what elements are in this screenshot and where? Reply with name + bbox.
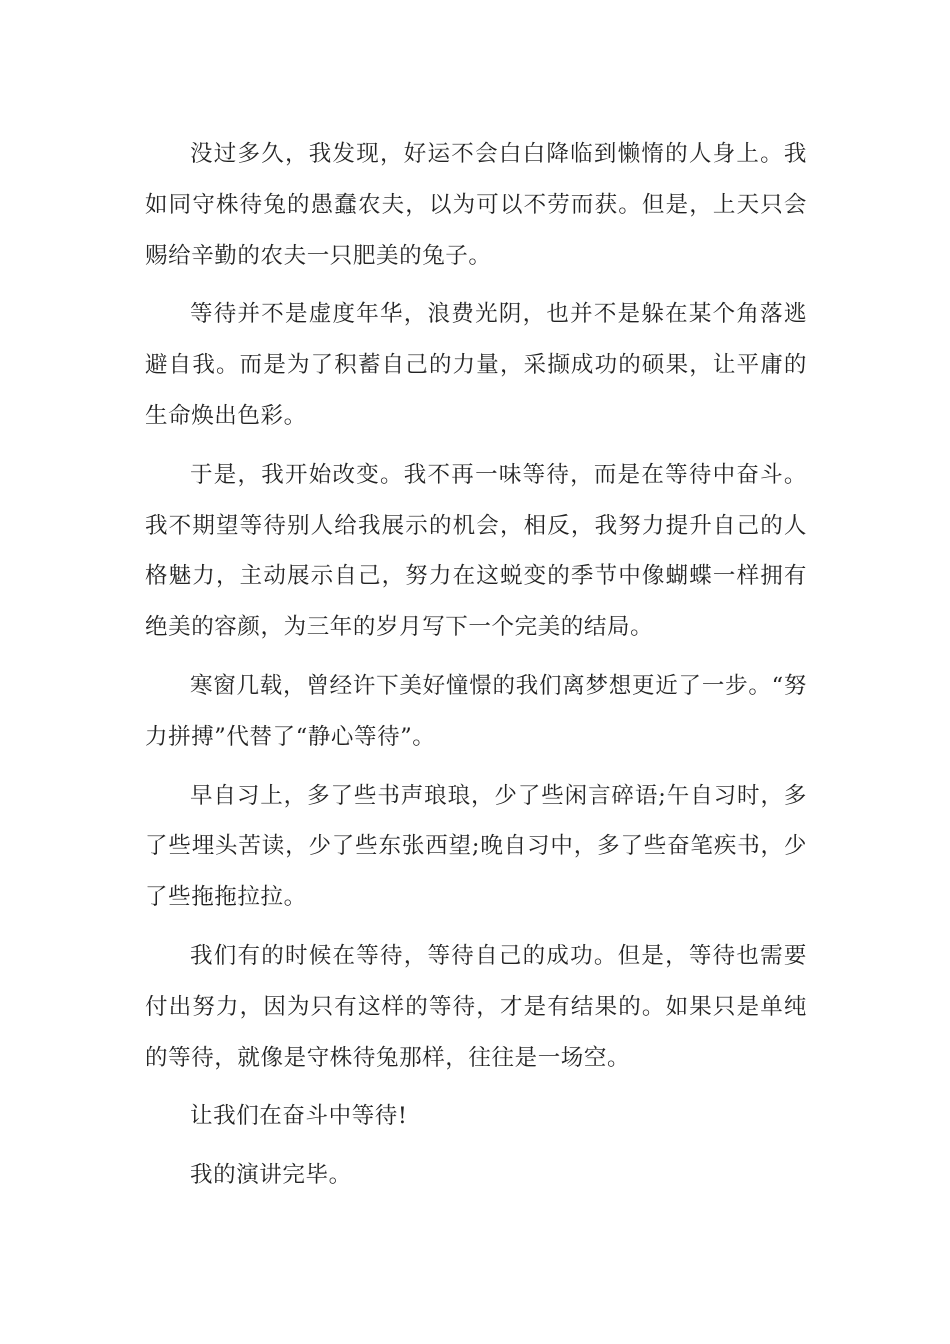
paragraph: 没过多久，我发现，好运不会白白降临到懒惰的人身上。我如同守株待兔的愚蠢农夫，以为可以不劳而获。但是，上天只会赐给辛勤的农夫一只肥美的兔子。 xyxy=(145,141,807,269)
paragraph: 于是，我开始改变。我不再一味等待，而是在等待中奋斗。我不期望等待别人给我展示的机会，相反，我努力提升自己的人格魅力，主动展示自己，努力在这蜕变的季节中像蝴蝶一样拥有绝美的容颜，为三年的岁月写下一个完美的结局。 xyxy=(145,461,807,641)
paragraph: 我的演讲完毕。 xyxy=(190,1162,352,1189)
paragraph: 早自习上，多了些书声琅琅，少了些闲言碎语;午自习时，多了些埋头苦读，少了些东张西望;晚自习中，多了些奋笔疾书，少了些拖拖拉拉。 xyxy=(145,782,807,911)
paragraph: 寒窗几载，曾经许下美好憧憬的我们离梦想更近了一步。“努力拼搏”代替了“静心等待”。 xyxy=(145,672,807,750)
document-body xyxy=(145,129,807,1209)
paragraph: 等待并不是虚度年华，浪费光阴，也并不是躲在某个角落逃避自我。而是为了积蓄自己的力量，采撷成功的硕果，让平庸的生命焕出色彩。 xyxy=(145,301,807,429)
paragraph: 让我们在奋斗中等待! xyxy=(190,1103,408,1130)
paragraph: 我们有的时候在等待，等待自己的成功。但是，等待也需要付出努力，因为只有这样的等待，才是有结果的。如果只是单纯的等待，就像是守株待兔那样，往往是一场空。 xyxy=(145,942,807,1071)
